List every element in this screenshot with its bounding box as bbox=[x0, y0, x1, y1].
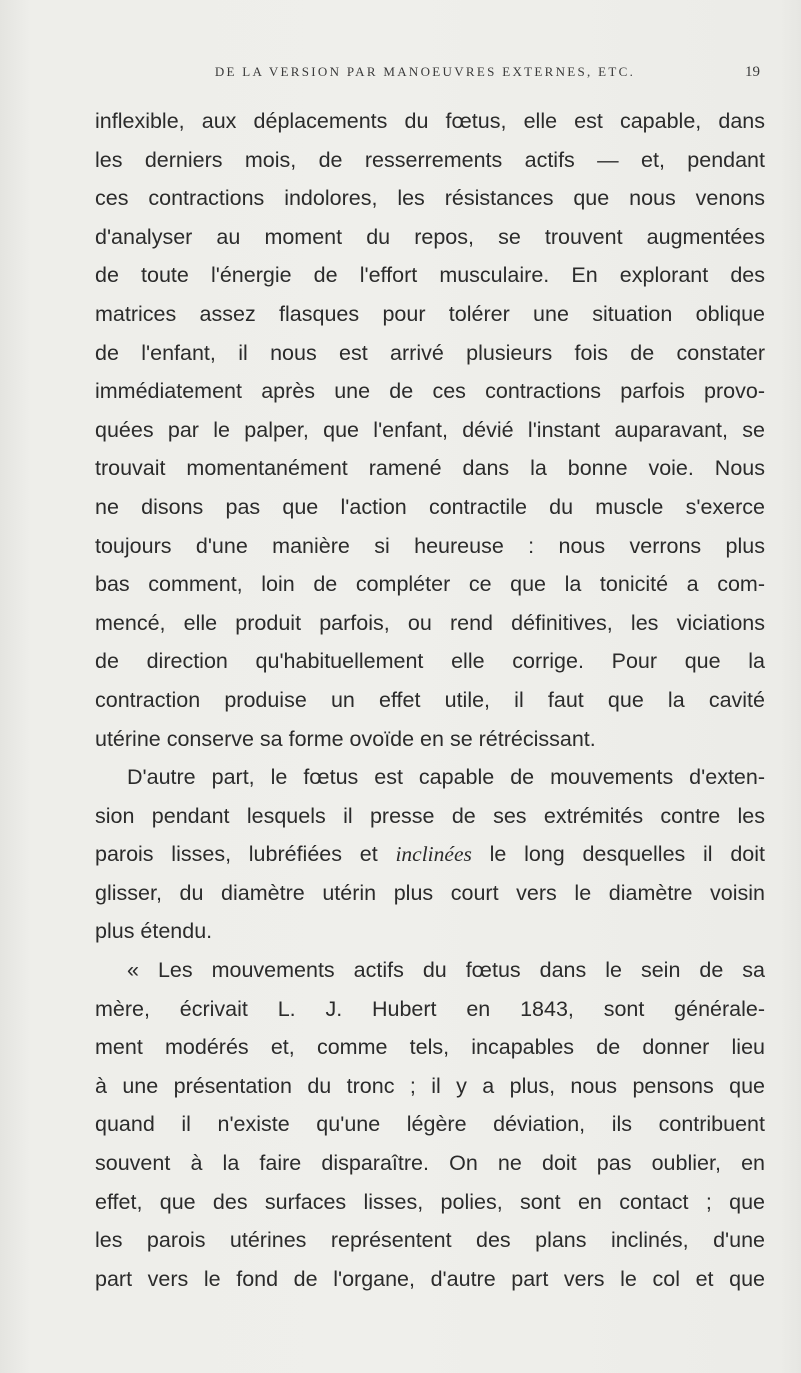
text-line: mère, écrivait L. J. Hubert en 1843, sont générale- bbox=[95, 996, 765, 1021]
emphasized-word: inclinées bbox=[395, 842, 472, 867]
text-line: sion pendant lesquels il presse de ses extrémités contre les bbox=[95, 803, 765, 828]
body-text bbox=[95, 102, 765, 1298]
text-line: toujours d'une manière si heureuse : nous verrons plus bbox=[95, 533, 765, 558]
text-line: bas comment, loin de compléter ce que la tonicité a com- bbox=[95, 572, 765, 597]
page-number: 19 bbox=[745, 64, 760, 80]
text-line: glisser, du diamètre utérin plus court vers le diamètre voisin bbox=[95, 880, 765, 905]
text-line: inflexible, aux déplacements du fœtus, elle est capable, dans bbox=[95, 109, 765, 133]
text-line: de toute l'énergie de l'effort musculaire. En explorant des bbox=[95, 263, 765, 288]
text-line: ment modérés et, comme tels, incapables de donner lieu bbox=[95, 1035, 765, 1060]
text-line: souvent à la faire disparaître. On ne doit pas oublier, en bbox=[95, 1151, 765, 1176]
text-line: de direction qu'habituellement elle corrige. Pour que la bbox=[95, 649, 765, 674]
text-line: les derniers mois, de resserrements actifs — et, pendant bbox=[95, 147, 765, 172]
text-line: quand il n'existe qu'une légère déviation, ils contribuent bbox=[95, 1112, 765, 1137]
text-line: trouvait momentanément ramené dans la bonne voie. Nous bbox=[95, 456, 765, 481]
running-head bbox=[120, 60, 760, 84]
text-line: de l'enfant, il nous est arrivé plusieurs fois de constater bbox=[95, 340, 765, 365]
text-line: quées par le palper, que l'enfant, dévié l'instant auparavant, se bbox=[95, 417, 765, 442]
text-line: à une présentation du tronc ; il y a plus, nous pensons que bbox=[95, 1073, 765, 1098]
text-line: plus étendu. bbox=[95, 919, 213, 944]
text-fragment: parois lisses, lubréfiées et bbox=[95, 842, 378, 867]
text-line-with-emphasis bbox=[95, 835, 765, 874]
text-line: « Les mouvements actifs du fœtus dans le sein de sa bbox=[127, 958, 765, 983]
text-line: les parois utérines représentent des plans inclinés, d'une bbox=[95, 1228, 765, 1253]
text-line: ces contractions indolores, les résistances que nous venons bbox=[95, 186, 765, 211]
text-line: effet, que des surfaces lisses, polies, sont en contact ; que bbox=[95, 1189, 765, 1214]
running-head-title: DE LA VERSION PAR MANOEUVRES EXTERNES, ETC. bbox=[214, 64, 636, 79]
text-line: D'autre part, le fœtus est capable de mouvements d'exten- bbox=[127, 765, 765, 790]
text-line: part vers le fond de l'organe, d'autre part vers le col et que bbox=[95, 1266, 765, 1291]
text-line: mencé, elle produit parfois, ou rend définitives, les viciations bbox=[95, 610, 765, 635]
text-line: immédiatement après une de ces contractions parfois provo- bbox=[95, 379, 765, 404]
text-line: contraction produise un effet utile, il faut que la cavité bbox=[95, 687, 765, 712]
text-fragment: le long desquelles il doit bbox=[489, 842, 765, 867]
text-line: utérine conserve sa forme ovoïde en se rétrécissant. bbox=[95, 726, 596, 751]
text-line: d'analyser au moment du repos, se trouvent augmentées bbox=[95, 224, 765, 249]
text-line: matrices assez flasques pour tolérer une situation oblique bbox=[95, 301, 765, 326]
text-line: ne disons pas que l'action contractile du muscle s'exerce bbox=[95, 494, 765, 519]
